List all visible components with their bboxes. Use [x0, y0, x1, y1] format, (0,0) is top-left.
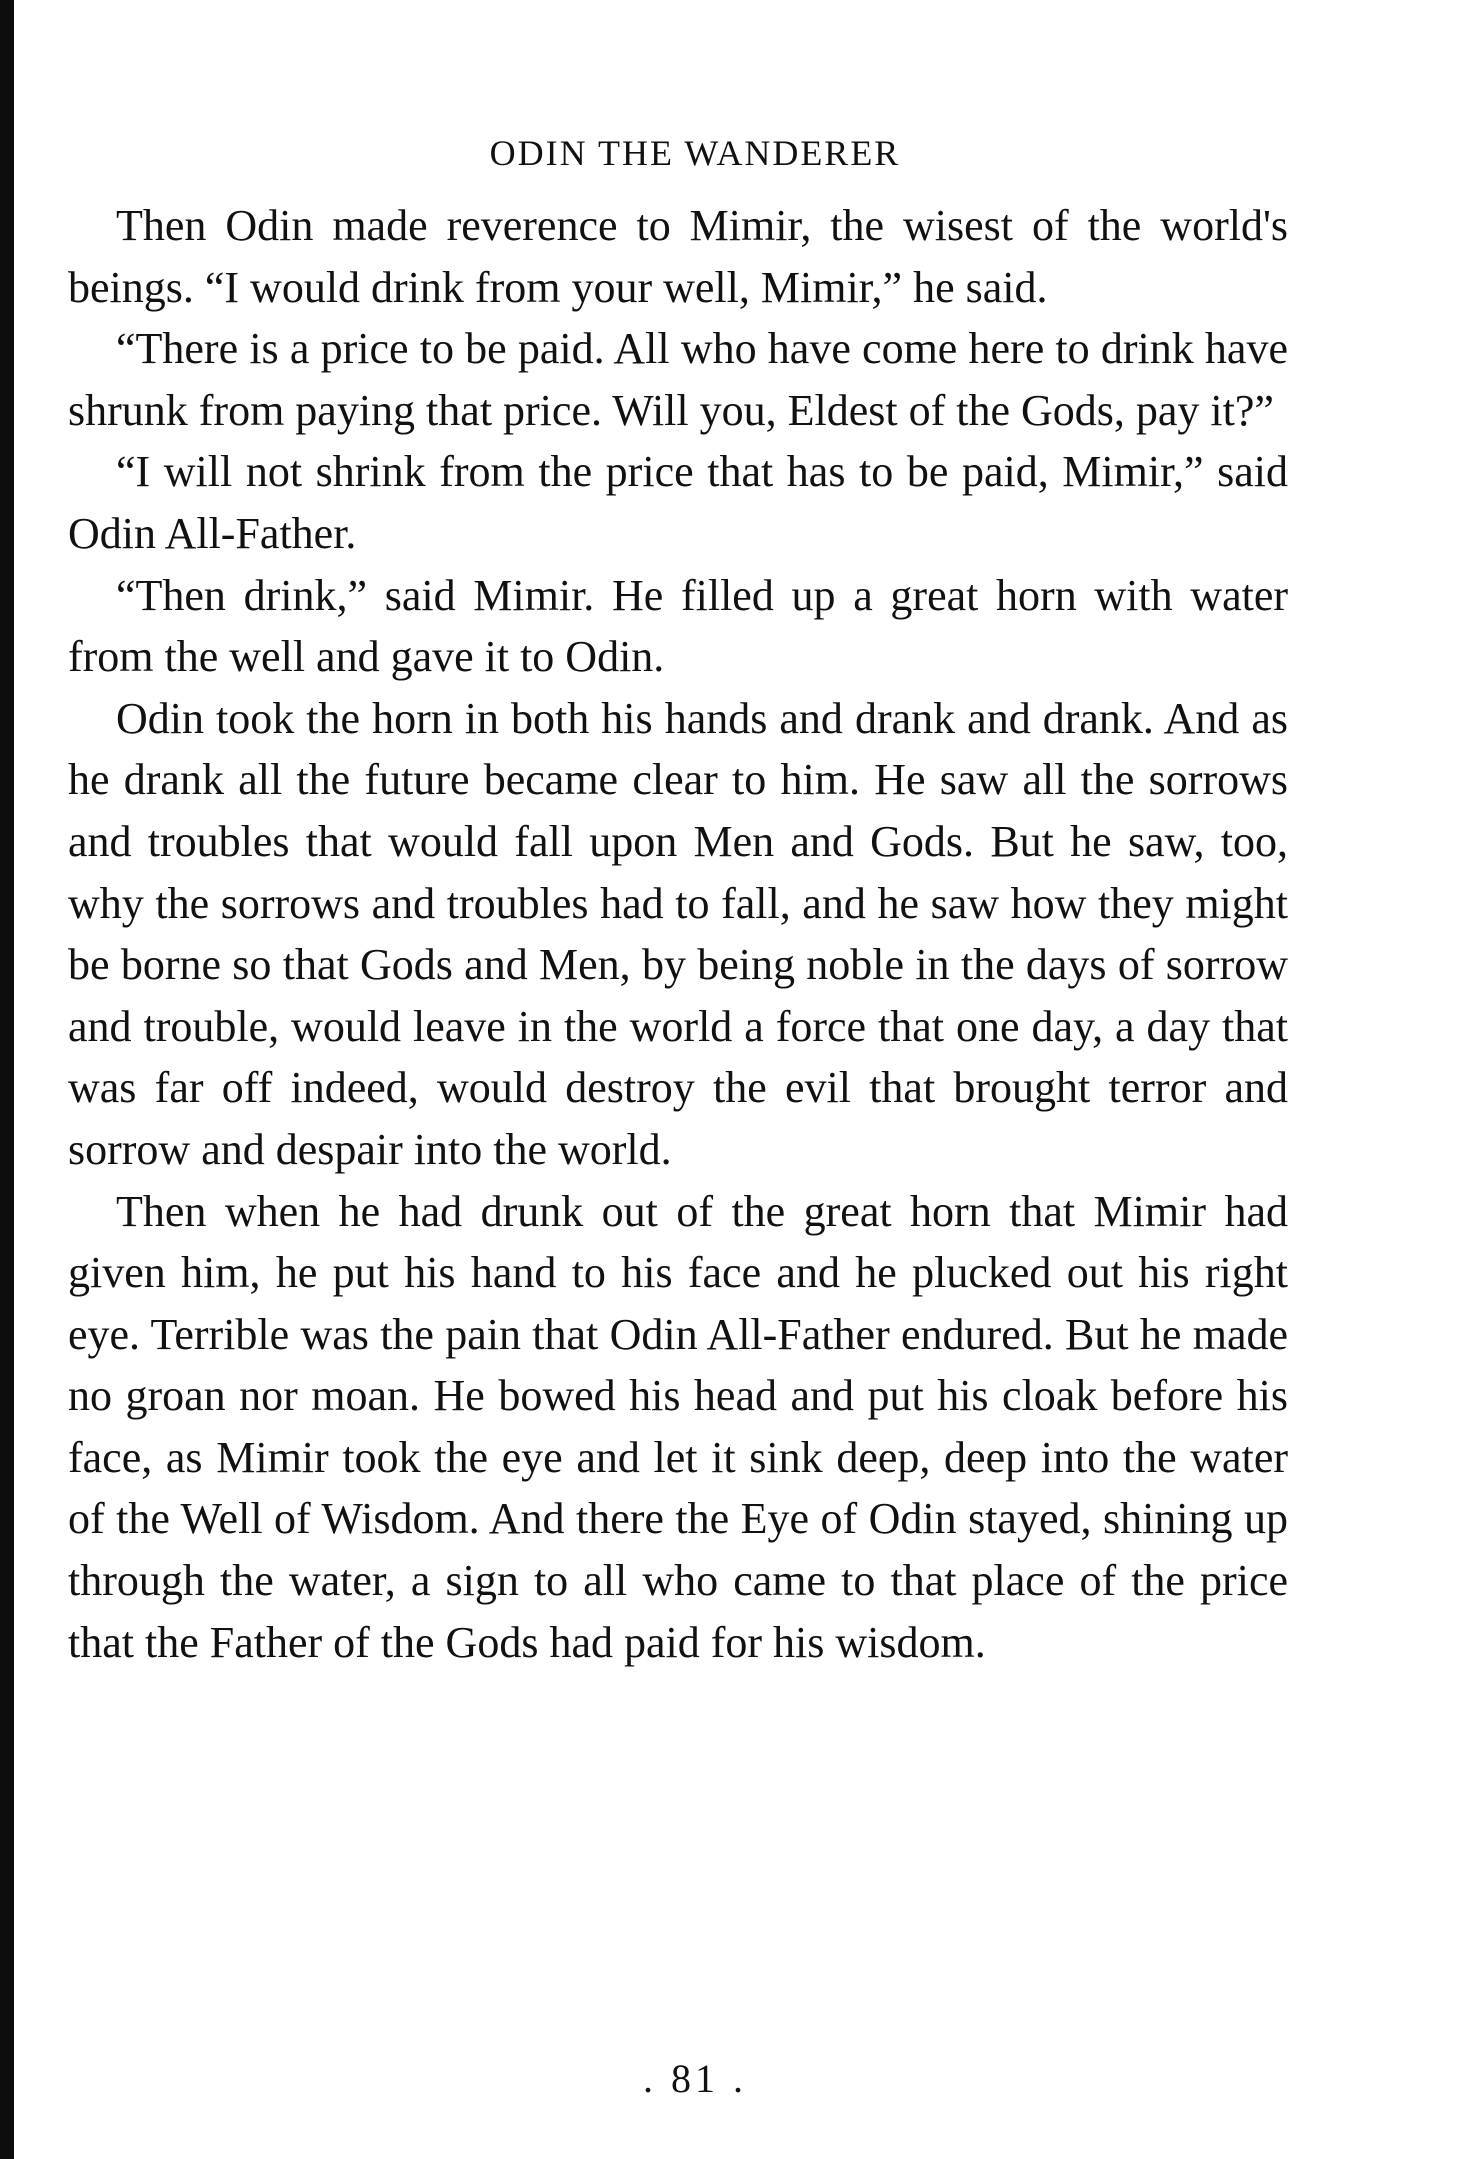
paragraph: “I will not shrink from the price that has to be paid, Mimir,” said Odin All-Father.	[68, 447, 1288, 558]
paragraph: Then when he had drunk out of the great horn that Mimir had given him, he put his hand to his face and he plucked out his right eye. Terrible was the pain that Odin All-Father endured. But he made no groan nor moan. He bowed his head and put his cloak before his face, as Mimir took the eye and let it sink deep, deep into the water of the Well of Wisdom. And there the Eye of Odin stayed, shining up through the water, a sign to all who came to that place of the price that the Father of the Gods had paid for his wisdom.	[68, 1186, 1288, 1667]
paragraph: “There is a price to be paid. All who have come here to drink have shrunk from paying that price. Will you, Eldest of the Gods, pay it?”	[68, 324, 1288, 435]
scan-edge	[0, 0, 14, 2159]
page-body	[68, 195, 1288, 1673]
paragraph: Then Odin made reverence to Mimir, the wisest of the world's beings. “I would drink from your well, Mimir,” he said.	[68, 201, 1288, 312]
page-number: . 81 .	[643, 2056, 747, 2101]
paragraph: Odin took the horn in both his hands and drank and drank. And as he drank all the future became clear to him. He saw all the sorrows and troubles that would fall upon Men and Gods. But he saw, too, why the sorrows and troubles had to fall, and he saw how they might be borne so that Gods and Men, by being noble in the days of sorrow and trouble, would leave in the world a force that one day, a day that was far off indeed, would destroy the evil that brought terror and sorrow and despair into the world.	[68, 693, 1288, 1174]
paragraph: “Then drink,” said Mimir. He filled up a great horn with water from the well and gave it to Odin.	[68, 570, 1288, 682]
running-head: ODIN THE WANDERER	[489, 133, 901, 173]
